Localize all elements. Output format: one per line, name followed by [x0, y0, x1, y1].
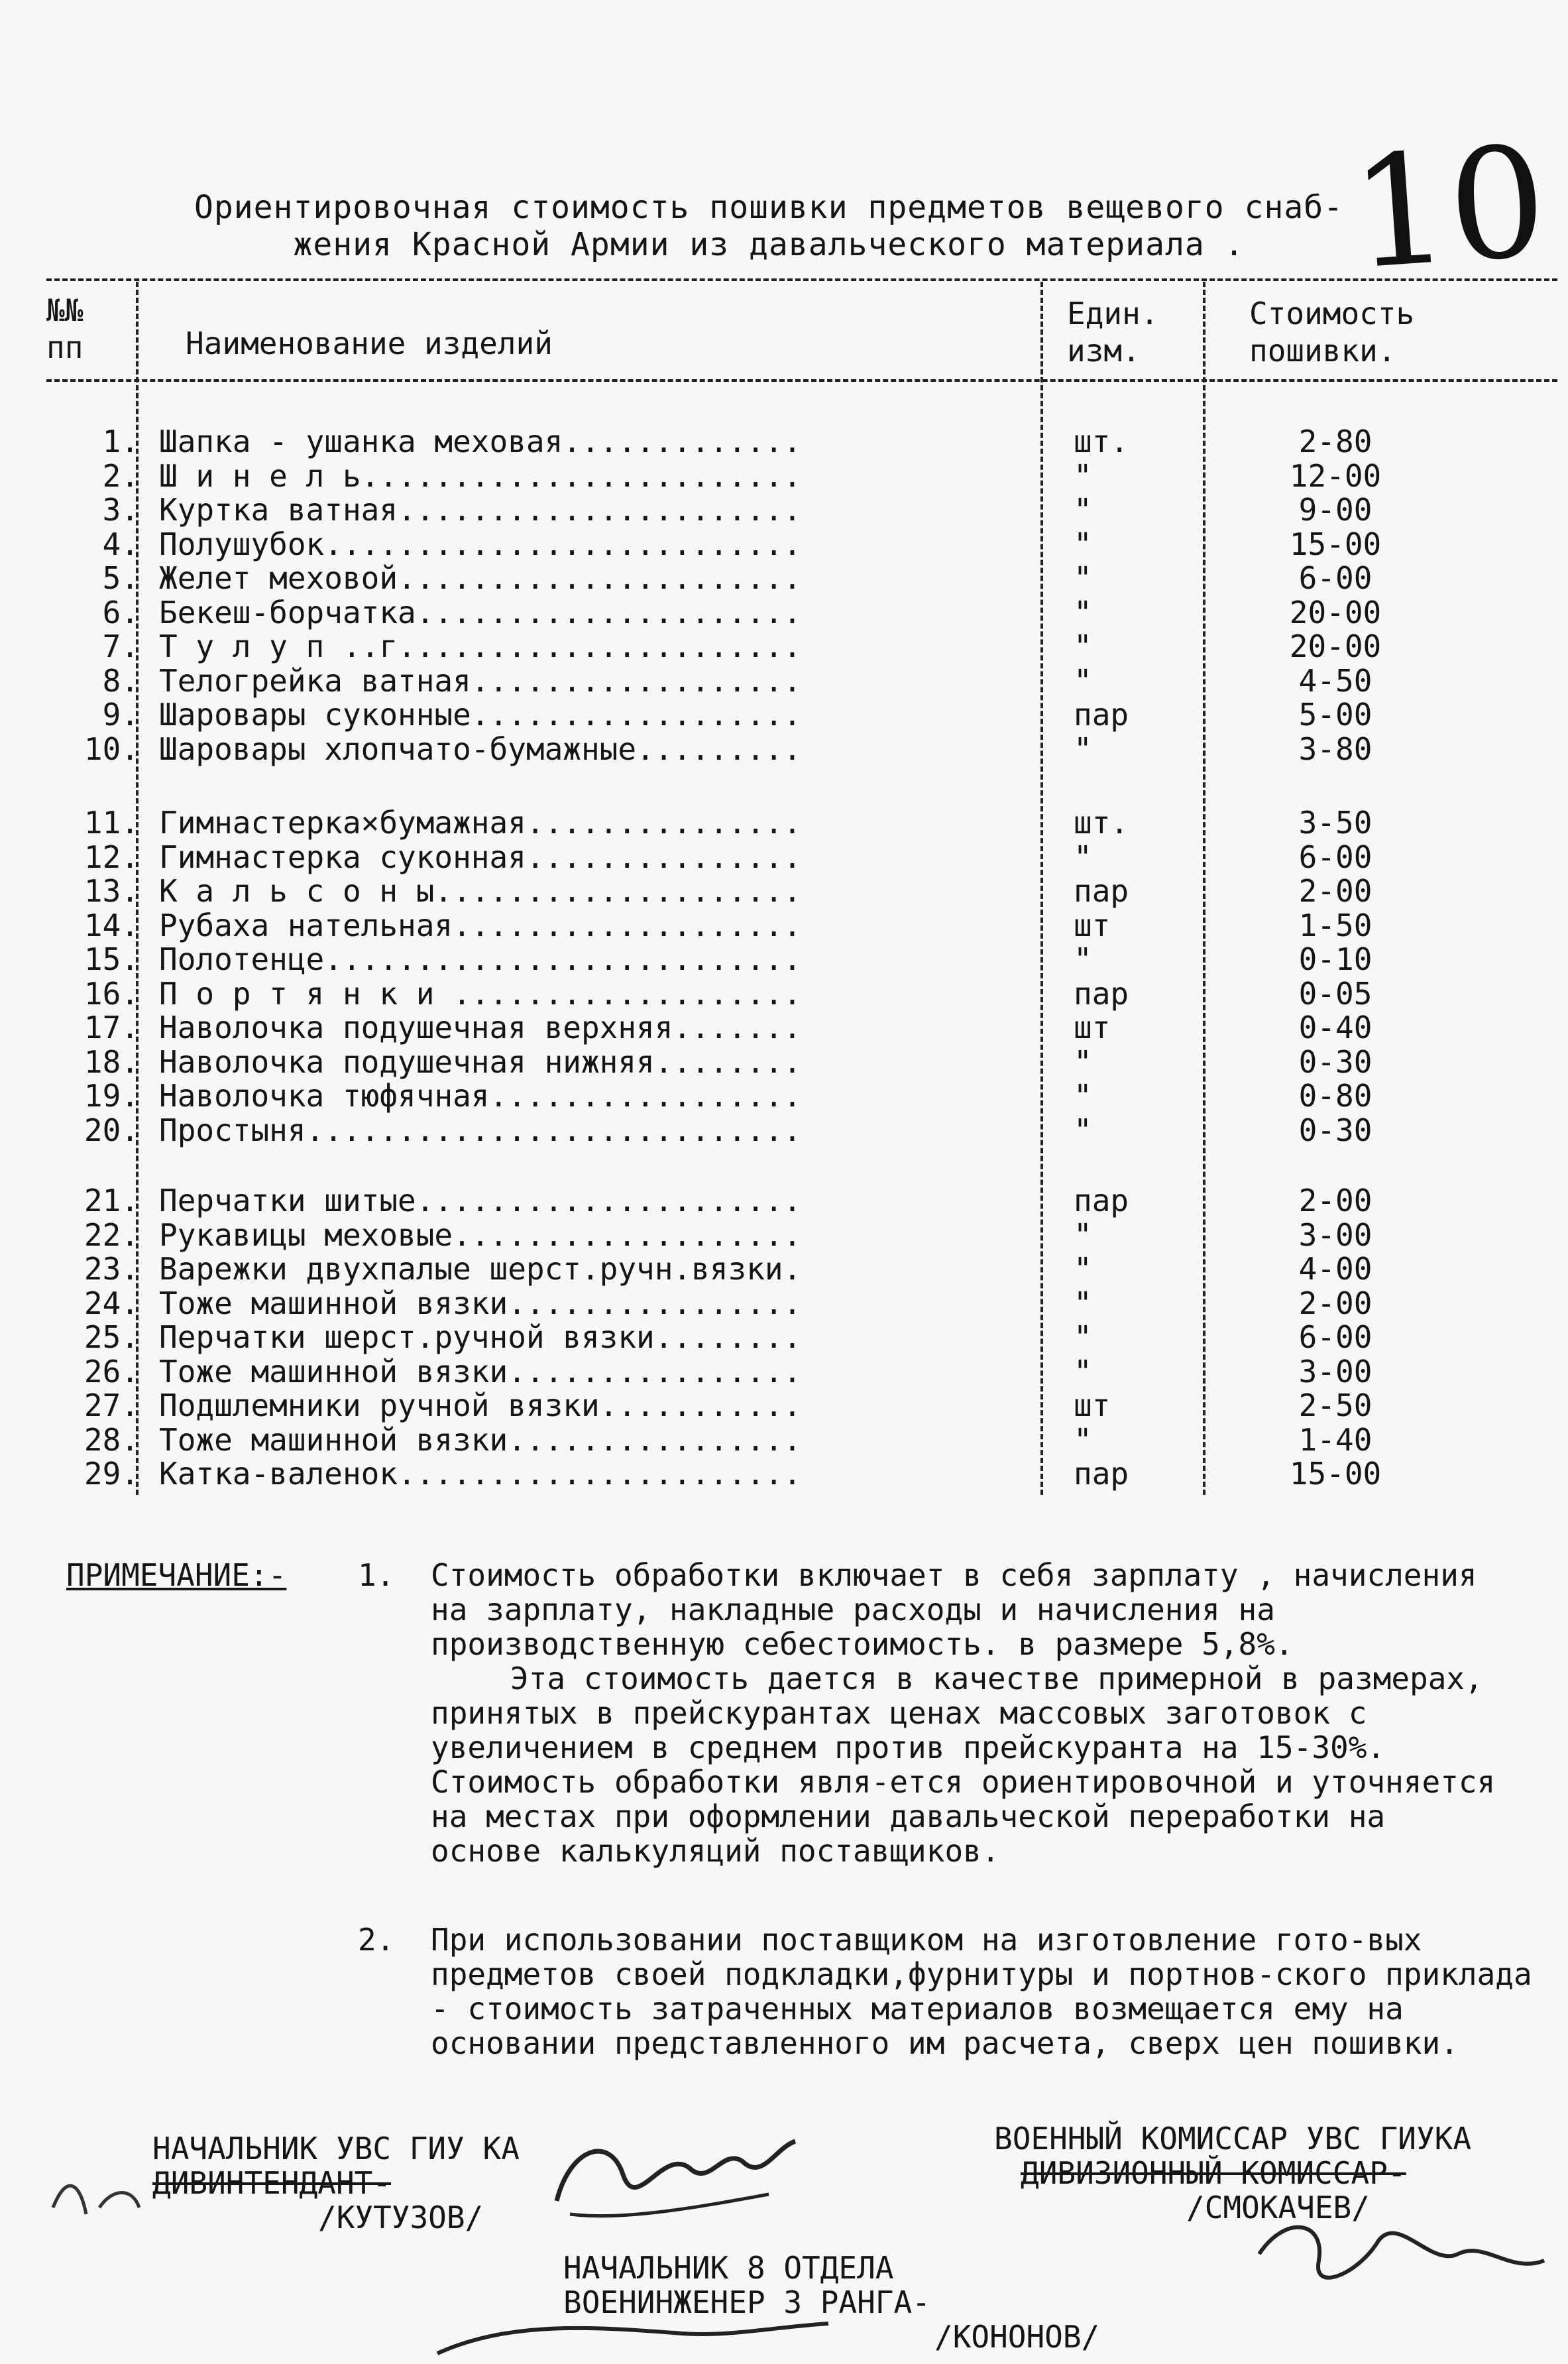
header-unit-line2: изм. [1067, 333, 1141, 369]
table-row [0, 527, 1568, 561]
row-item-name: Перчатки шерст.ручной вязки........ [159, 1320, 802, 1354]
table-row [0, 1252, 1568, 1286]
row-price: 3-00 [1298, 1216, 1372, 1253]
table-row [0, 840, 1568, 874]
row-price: 6-00 [1298, 1319, 1372, 1355]
row-unit: " [1074, 1353, 1092, 1389]
table-row [0, 697, 1568, 732]
right-name: /СМОКАЧЕВ/ [1186, 2190, 1370, 2225]
row-price: 2-00 [1298, 1285, 1372, 1321]
row-unit: " [1074, 1319, 1092, 1355]
row-number: 23. [84, 1251, 139, 1287]
row-number: 3. [102, 492, 139, 528]
header-price-line2: пошивки. [1249, 333, 1396, 369]
row-unit: " [1074, 1078, 1092, 1114]
row-unit: " [1074, 1216, 1092, 1253]
table-row [0, 1010, 1568, 1045]
row-number: 1. [102, 424, 139, 459]
row-number: 5. [102, 560, 139, 596]
row-number: 17. [84, 1010, 139, 1045]
row-unit: " [1074, 1112, 1092, 1148]
row-number: 28. [84, 1421, 139, 1458]
row-item-name: Простыня........................... [159, 1112, 802, 1148]
table-row [0, 1183, 1568, 1218]
row-item-name: Рукавицы меховые................... [159, 1217, 802, 1252]
table-row [0, 1113, 1568, 1148]
title-line-1: Ориентировочная стоимость пошивки предметов вещевого снаб- [194, 189, 1344, 226]
table-row [0, 424, 1568, 459]
row-number: 18. [84, 1043, 139, 1080]
row-unit: " [1074, 1251, 1092, 1287]
table-row [0, 493, 1568, 527]
row-price: 12-00 [1289, 457, 1382, 494]
row-number: 2. [102, 457, 139, 494]
row-unit: " [1074, 1043, 1092, 1080]
row-item-name: Тоже машинной вязки................ [159, 1422, 802, 1457]
row-item-name: Наволочка подушечная верхняя....... [159, 1010, 802, 1045]
row-price: 3-80 [1298, 731, 1372, 767]
row-item-name: Шаровары суконные.................. [159, 697, 802, 732]
right-title-2: ДИВИЗИОННЫЙ КОМИССАР- [1021, 2155, 1406, 2191]
row-number: 20. [84, 1112, 139, 1148]
table-row [0, 561, 1568, 595]
row-item-name: Желет меховой...................... [159, 561, 802, 595]
row-item-name: Шапка - ушанка меховая............. [159, 424, 802, 459]
row-unit: " [1074, 492, 1092, 528]
row-price: 3-00 [1298, 1353, 1372, 1389]
row-number: 6. [102, 594, 139, 630]
row-unit: шт [1074, 907, 1111, 943]
table-top-rule [46, 278, 1557, 281]
row-item-name: Подшлемники ручной вязки........... [159, 1388, 802, 1423]
bottom-title-1: НАЧАЛЬНИК 8 ОТДЕЛА [563, 2250, 894, 2286]
row-price: 2-00 [1298, 1183, 1372, 1218]
row-unit: шт [1074, 1388, 1111, 1423]
row-number: 4. [102, 526, 139, 562]
row-number: 12. [84, 839, 139, 875]
header-unit [1067, 295, 1158, 369]
note-1-text-b: Эта стоимость дается в качестве примерной в размерах, принятых в прейскурантах ценах массовых заготовок с увеличением в среднем против прейскуранта на 15-30%. Стоимость обработки явля-ется ориентировочной и уточняется на местах при оформлении давальческой переработки на основе калькуляций поставщиков. [431, 1661, 1496, 1869]
handwritten-signature-right [1246, 2194, 1551, 2307]
row-unit: " [1074, 628, 1092, 664]
left-title-1: НАЧАЛЬНИК УВС ГИУ КА [152, 2131, 520, 2166]
row-item-name: П о р т я н к и ................... [159, 976, 802, 1011]
table-row [0, 1045, 1568, 1079]
row-unit: " [1074, 526, 1092, 562]
row-unit: " [1074, 560, 1092, 596]
row-number: 26. [84, 1353, 139, 1389]
table-row [0, 1320, 1568, 1354]
row-price: 3-50 [1298, 805, 1372, 841]
row-unit: пар [1074, 1456, 1129, 1492]
row-unit: " [1074, 941, 1092, 977]
row-item-name: Варежки двухпалые шерст.ручн.вязки. [159, 1252, 802, 1286]
row-number: 29. [84, 1456, 139, 1492]
row-price: 1-40 [1298, 1421, 1372, 1458]
note-1-text-a: Стоимость обработки включает в себя зарплату , начисления на зарплату, накладные расходы и начисления на производственную себестоимость. в размере 5,8%. [431, 1557, 1477, 1662]
row-price: 0-05 [1298, 975, 1372, 1012]
row-number: 13. [84, 873, 139, 909]
row-number: 22. [84, 1216, 139, 1253]
left-title-2: ДИВИНТЕНДАНТ- [152, 2165, 392, 2201]
bottom-title-2: ВОЕНИНЖЕНЕР 3 РАНГА- [563, 2284, 930, 2320]
row-number: 9. [102, 697, 139, 733]
row-unit: пар [1074, 697, 1129, 733]
row-price: 4-00 [1298, 1251, 1372, 1287]
row-unit: шт. [1074, 424, 1129, 459]
row-unit: " [1074, 731, 1092, 767]
table-row [0, 595, 1568, 630]
note-2-index: 2. [358, 1922, 395, 1958]
table-row [0, 1218, 1568, 1252]
row-price: 1-50 [1298, 907, 1372, 943]
header-num-line1: №№ [46, 292, 84, 328]
row-price: 2-00 [1298, 873, 1372, 909]
row-number: 7. [102, 628, 139, 664]
row-price: 6-00 [1298, 839, 1372, 875]
row-unit: " [1074, 662, 1092, 699]
header-num [46, 292, 83, 366]
row-price: 15-00 [1289, 526, 1382, 562]
row-price: 2-50 [1298, 1388, 1372, 1423]
table-row [0, 1079, 1568, 1113]
handwritten-signature-left [40, 2108, 802, 2241]
row-price: 6-00 [1298, 560, 1372, 596]
row-number: 8. [102, 662, 139, 699]
row-unit: " [1074, 1285, 1092, 1321]
row-number: 16. [84, 975, 139, 1012]
left-name: /КУТУЗОВ/ [318, 2200, 484, 2235]
table-row [0, 976, 1568, 1011]
row-item-name: Полотенце.......................... [159, 942, 802, 976]
row-unit: шт. [1074, 805, 1129, 841]
page-number: 10 [1346, 113, 1552, 304]
row-number: 10. [84, 731, 139, 767]
row-price: 20-00 [1289, 628, 1382, 664]
handwritten-signature-bottom [431, 2314, 842, 2364]
row-item-name: Тоже машинной вязки................ [159, 1285, 802, 1321]
row-item-name: Шаровары хлопчато-бумажные......... [159, 731, 802, 766]
row-unit: пар [1074, 975, 1129, 1012]
row-number: 19. [84, 1078, 139, 1114]
header-num-line2: пп [46, 329, 84, 365]
row-price: 15-00 [1289, 1456, 1382, 1492]
row-price: 0-10 [1298, 941, 1372, 977]
note-label: ПРИМЕЧАНИЕ:- [66, 1557, 287, 1593]
row-item-name: Бекеш-борчатка..................... [159, 595, 802, 630]
right-title-1: ВОЕННЫЙ КОМИССАР УВС ГИУКА [994, 2121, 1472, 2157]
row-price: 20-00 [1289, 594, 1382, 630]
note-2 [358, 1922, 1551, 2061]
row-unit: " [1074, 1421, 1092, 1458]
table-row [0, 1456, 1568, 1491]
row-price: 0-30 [1298, 1112, 1372, 1148]
row-number: 24. [84, 1285, 139, 1321]
row-item-name: Наволочка подушечная нижняя........ [159, 1044, 802, 1079]
title-line-2: жения Красной Армии из давальческого материала . [293, 226, 1245, 263]
row-number: 27. [84, 1388, 139, 1423]
row-price: 0-40 [1298, 1010, 1372, 1045]
row-item-name: Наволочка тюфячная................. [159, 1079, 802, 1113]
table-row [0, 1388, 1568, 1423]
row-number: 21. [84, 1183, 139, 1218]
row-number: 25. [84, 1319, 139, 1355]
table-header-rule [46, 379, 1557, 382]
header-price [1249, 295, 1414, 369]
table-row [0, 629, 1568, 664]
note-1 [358, 1557, 1498, 1869]
table-row [0, 874, 1568, 908]
row-item-name: Гимнастерка×бумажная............... [159, 805, 802, 840]
row-price: 2-80 [1298, 424, 1372, 459]
row-item-name: Тоже машинной вязки................ [159, 1354, 802, 1389]
row-unit: пар [1074, 1183, 1129, 1218]
row-number: 15. [84, 941, 139, 977]
document-title [119, 189, 1418, 263]
row-item-name: Полушубок.......................... [159, 526, 802, 561]
row-item-name: Перчатки шитые..................... [159, 1183, 802, 1218]
table-row [0, 1423, 1568, 1457]
table-row [0, 664, 1568, 698]
row-number: 14. [84, 907, 139, 943]
note-2-text: При использовании поставщиком на изготовление гото-вых предметов своей подкладки,фурнитуры и портнов-ского приклада - стоимость затраченных материалов возмещается ему на основании представленного им расчета, сверх цен пошивки. [431, 1922, 1532, 2061]
table-row [0, 1286, 1568, 1321]
header-price-line1: Стоимость [1249, 296, 1415, 331]
header-name: Наименование изделий [186, 325, 553, 361]
table-row [0, 908, 1568, 943]
row-price: 5-00 [1298, 697, 1372, 733]
bottom-name: /КОНОНОВ/ [934, 2319, 1100, 2355]
header-unit-line1: Един. [1067, 296, 1159, 331]
row-price: 4-50 [1298, 662, 1372, 699]
row-item-name: Гимнастерка суконная............... [159, 839, 802, 874]
row-item-name: Куртка ватная...................... [159, 493, 802, 527]
row-unit: шт [1074, 1010, 1111, 1045]
row-price: 9-00 [1298, 492, 1372, 528]
table-row [0, 732, 1568, 766]
row-item-name: Рубаха нательная................... [159, 908, 802, 943]
row-item-name: Т у л у п ..г...................... [159, 629, 802, 664]
row-item-name: К а л ь с о н ы.................... [159, 874, 802, 908]
row-unit: пар [1074, 873, 1129, 909]
table-row [0, 942, 1568, 976]
row-number: 11. [84, 805, 139, 841]
table-row [0, 459, 1568, 493]
row-item-name: Катка-валенок...................... [159, 1456, 802, 1491]
table-row [0, 805, 1568, 840]
note-1-index: 1. [358, 1557, 395, 1593]
row-price: 0-30 [1298, 1043, 1372, 1080]
row-price: 0-80 [1298, 1078, 1372, 1114]
row-item-name: Телогрейка ватная.................. [159, 663, 802, 698]
row-unit: " [1074, 839, 1092, 875]
row-unit: " [1074, 594, 1092, 630]
table-row [0, 1354, 1568, 1389]
row-unit: " [1074, 457, 1092, 494]
row-item-name: Ш и н е л ь........................ [159, 458, 802, 493]
